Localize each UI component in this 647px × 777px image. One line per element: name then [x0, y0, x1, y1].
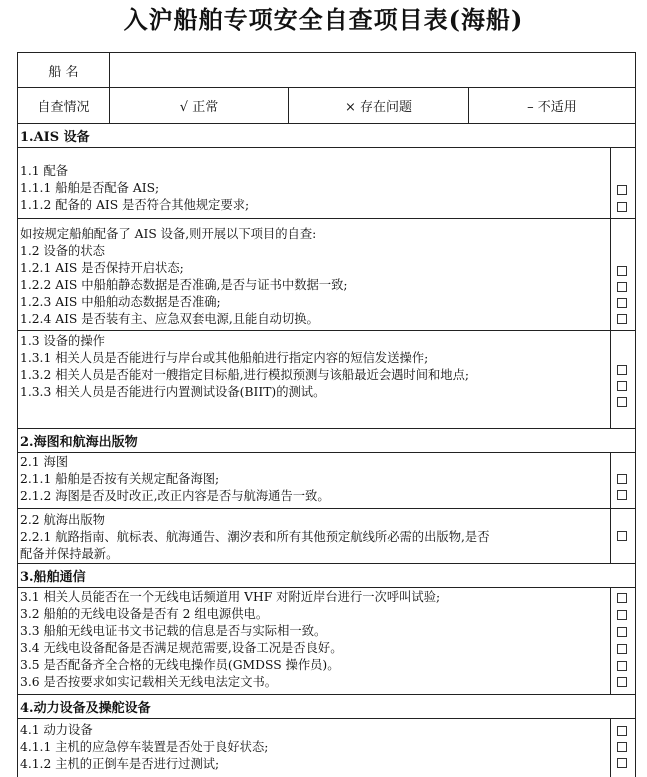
checkbox-column [610, 719, 635, 777]
legend-not-applicable: – 不适用 [527, 100, 577, 115]
section-heading: 4.动力设备及操舵设备 [17, 695, 636, 719]
checkbox-column [610, 588, 635, 694]
item-line: 3.3 船舶无线电证书文书记载的信息是否与实际相一致。 [20, 624, 327, 638]
legend-problem: × 存在问题 [344, 100, 413, 115]
checkbox[interactable] [617, 202, 627, 212]
item-line: 1.1.2 配备的 AIS 是否符合其他规定要求; [20, 198, 250, 212]
item-line: 配备并保持最新。 [20, 547, 119, 561]
status-legend-row [17, 88, 636, 124]
checklist-table [17, 52, 636, 777]
checkbox[interactable] [617, 474, 627, 484]
item-line: 3.5 是否配备齐全合格的无线电操作员(GMDSS 操作员)。 [20, 658, 340, 672]
section-heading: 1.AIS 设备 [17, 124, 636, 148]
checkbox[interactable] [617, 266, 627, 276]
ship-name-field[interactable] [110, 53, 635, 87]
item-line: 3.4 无线电设备配备是否满足规范需要,设备工况是否良好。 [20, 641, 343, 655]
item-line: 2.1.1 船舶是否按有关规定配备海图; [20, 472, 220, 486]
checkbox[interactable] [617, 365, 627, 375]
checkbox[interactable] [617, 627, 627, 637]
ship-name-label: 船 名 [48, 64, 79, 80]
item-line: 1.3.2 相关人员是否能对一艘指定目标船,进行模拟预测与该船最近会遇时间和地点; [20, 368, 470, 382]
item-line: 1.2.4 AIS 是否装有主、应急双套电源,且能自动切换。 [20, 312, 319, 326]
checkbox[interactable] [617, 314, 627, 324]
checkbox-column [610, 331, 635, 428]
item-block [17, 509, 636, 564]
checkbox[interactable] [617, 726, 627, 736]
ship-name-row [17, 52, 636, 88]
checkbox[interactable] [617, 758, 627, 768]
item-block [17, 453, 636, 509]
item-line: 4.1.2 主机的正倒车是否进行过测试; [20, 757, 220, 771]
legend-normal: √ 正常 [179, 100, 219, 115]
checkbox[interactable] [617, 282, 627, 292]
checkbox[interactable] [617, 593, 627, 603]
checkbox[interactable] [617, 677, 627, 687]
item-line: 1.1.1 船舶是否配备 AIS; [20, 181, 160, 195]
item-line: 1.2 设备的状态 [20, 244, 105, 258]
item-line: 3.2 船舶的无线电设备是否有 2 组电源供电。 [20, 607, 269, 621]
checkbox[interactable] [617, 610, 627, 620]
item-line: 1.2.2 AIS 中船舶静态数据是否准确,是否与证书中数据一致; [20, 278, 348, 292]
checkbox[interactable] [617, 742, 627, 752]
checkbox-column [610, 148, 635, 218]
checkbox[interactable] [617, 490, 627, 500]
page-title: 入沪船舶专项安全自查项目表(海船) [123, 5, 524, 34]
item-block [17, 719, 636, 777]
item-line: 如按规定船舶配备了 AIS 设备,则开展以下项目的自查: [20, 227, 317, 241]
checkbox[interactable] [617, 298, 627, 308]
item-block [17, 331, 636, 429]
item-line: 1.1 配备 [20, 164, 69, 178]
item-line: 2.1 海图 [20, 455, 69, 469]
checkbox[interactable] [617, 531, 627, 541]
item-block [17, 588, 636, 695]
section-heading: 2.海图和航海出版物 [17, 429, 636, 453]
checkbox[interactable] [617, 661, 627, 671]
checkbox[interactable] [617, 185, 627, 195]
item-line: 3.6 是否按要求如实记载相关无线电法定文书。 [20, 675, 278, 689]
item-line: 2.1.2 海图是否及时改正,改正内容是否与航海通告一致。 [20, 489, 330, 503]
item-line: 1.3 设备的操作 [20, 334, 105, 348]
item-line: 1.2.3 AIS 中船舶动态数据是否准确; [20, 295, 221, 309]
item-line: 1.2.1 AIS 是否保持开启状态; [20, 261, 184, 275]
item-line: 1.3.1 相关人员是否能进行与岸台或其他船舶进行指定内容的短信发送操作; [20, 351, 429, 365]
item-line: 3.1 相关人员能否在一个无线电话频道用 VHF 对附近岸台进行一次呼叫试验; [20, 590, 441, 604]
status-label: 自查情况 [37, 100, 90, 115]
item-line: 1.3.3 相关人员是否能进行内置测试设备(BIIT)的测试。 [20, 385, 326, 399]
checkbox-column [610, 453, 635, 508]
item-line: 4.1 动力设备 [20, 723, 93, 737]
item-line: 2.2.1 航路指南、航标表、航海通告、潮汐表和所有其他预定航线所必需的出版物,是否 [20, 530, 490, 544]
checkbox[interactable] [617, 644, 627, 654]
checkbox[interactable] [617, 397, 627, 407]
item-line: 2.2 航海出版物 [20, 513, 105, 527]
item-block [17, 148, 636, 219]
checkbox-column [610, 509, 635, 563]
item-block [17, 219, 636, 331]
item-line: 4.1.1 主机的应急停车装置是否处于良好状态; [20, 740, 269, 754]
checkbox-column [610, 219, 635, 330]
section-heading: 3.船舶通信 [17, 564, 636, 588]
checkbox[interactable] [617, 381, 627, 391]
